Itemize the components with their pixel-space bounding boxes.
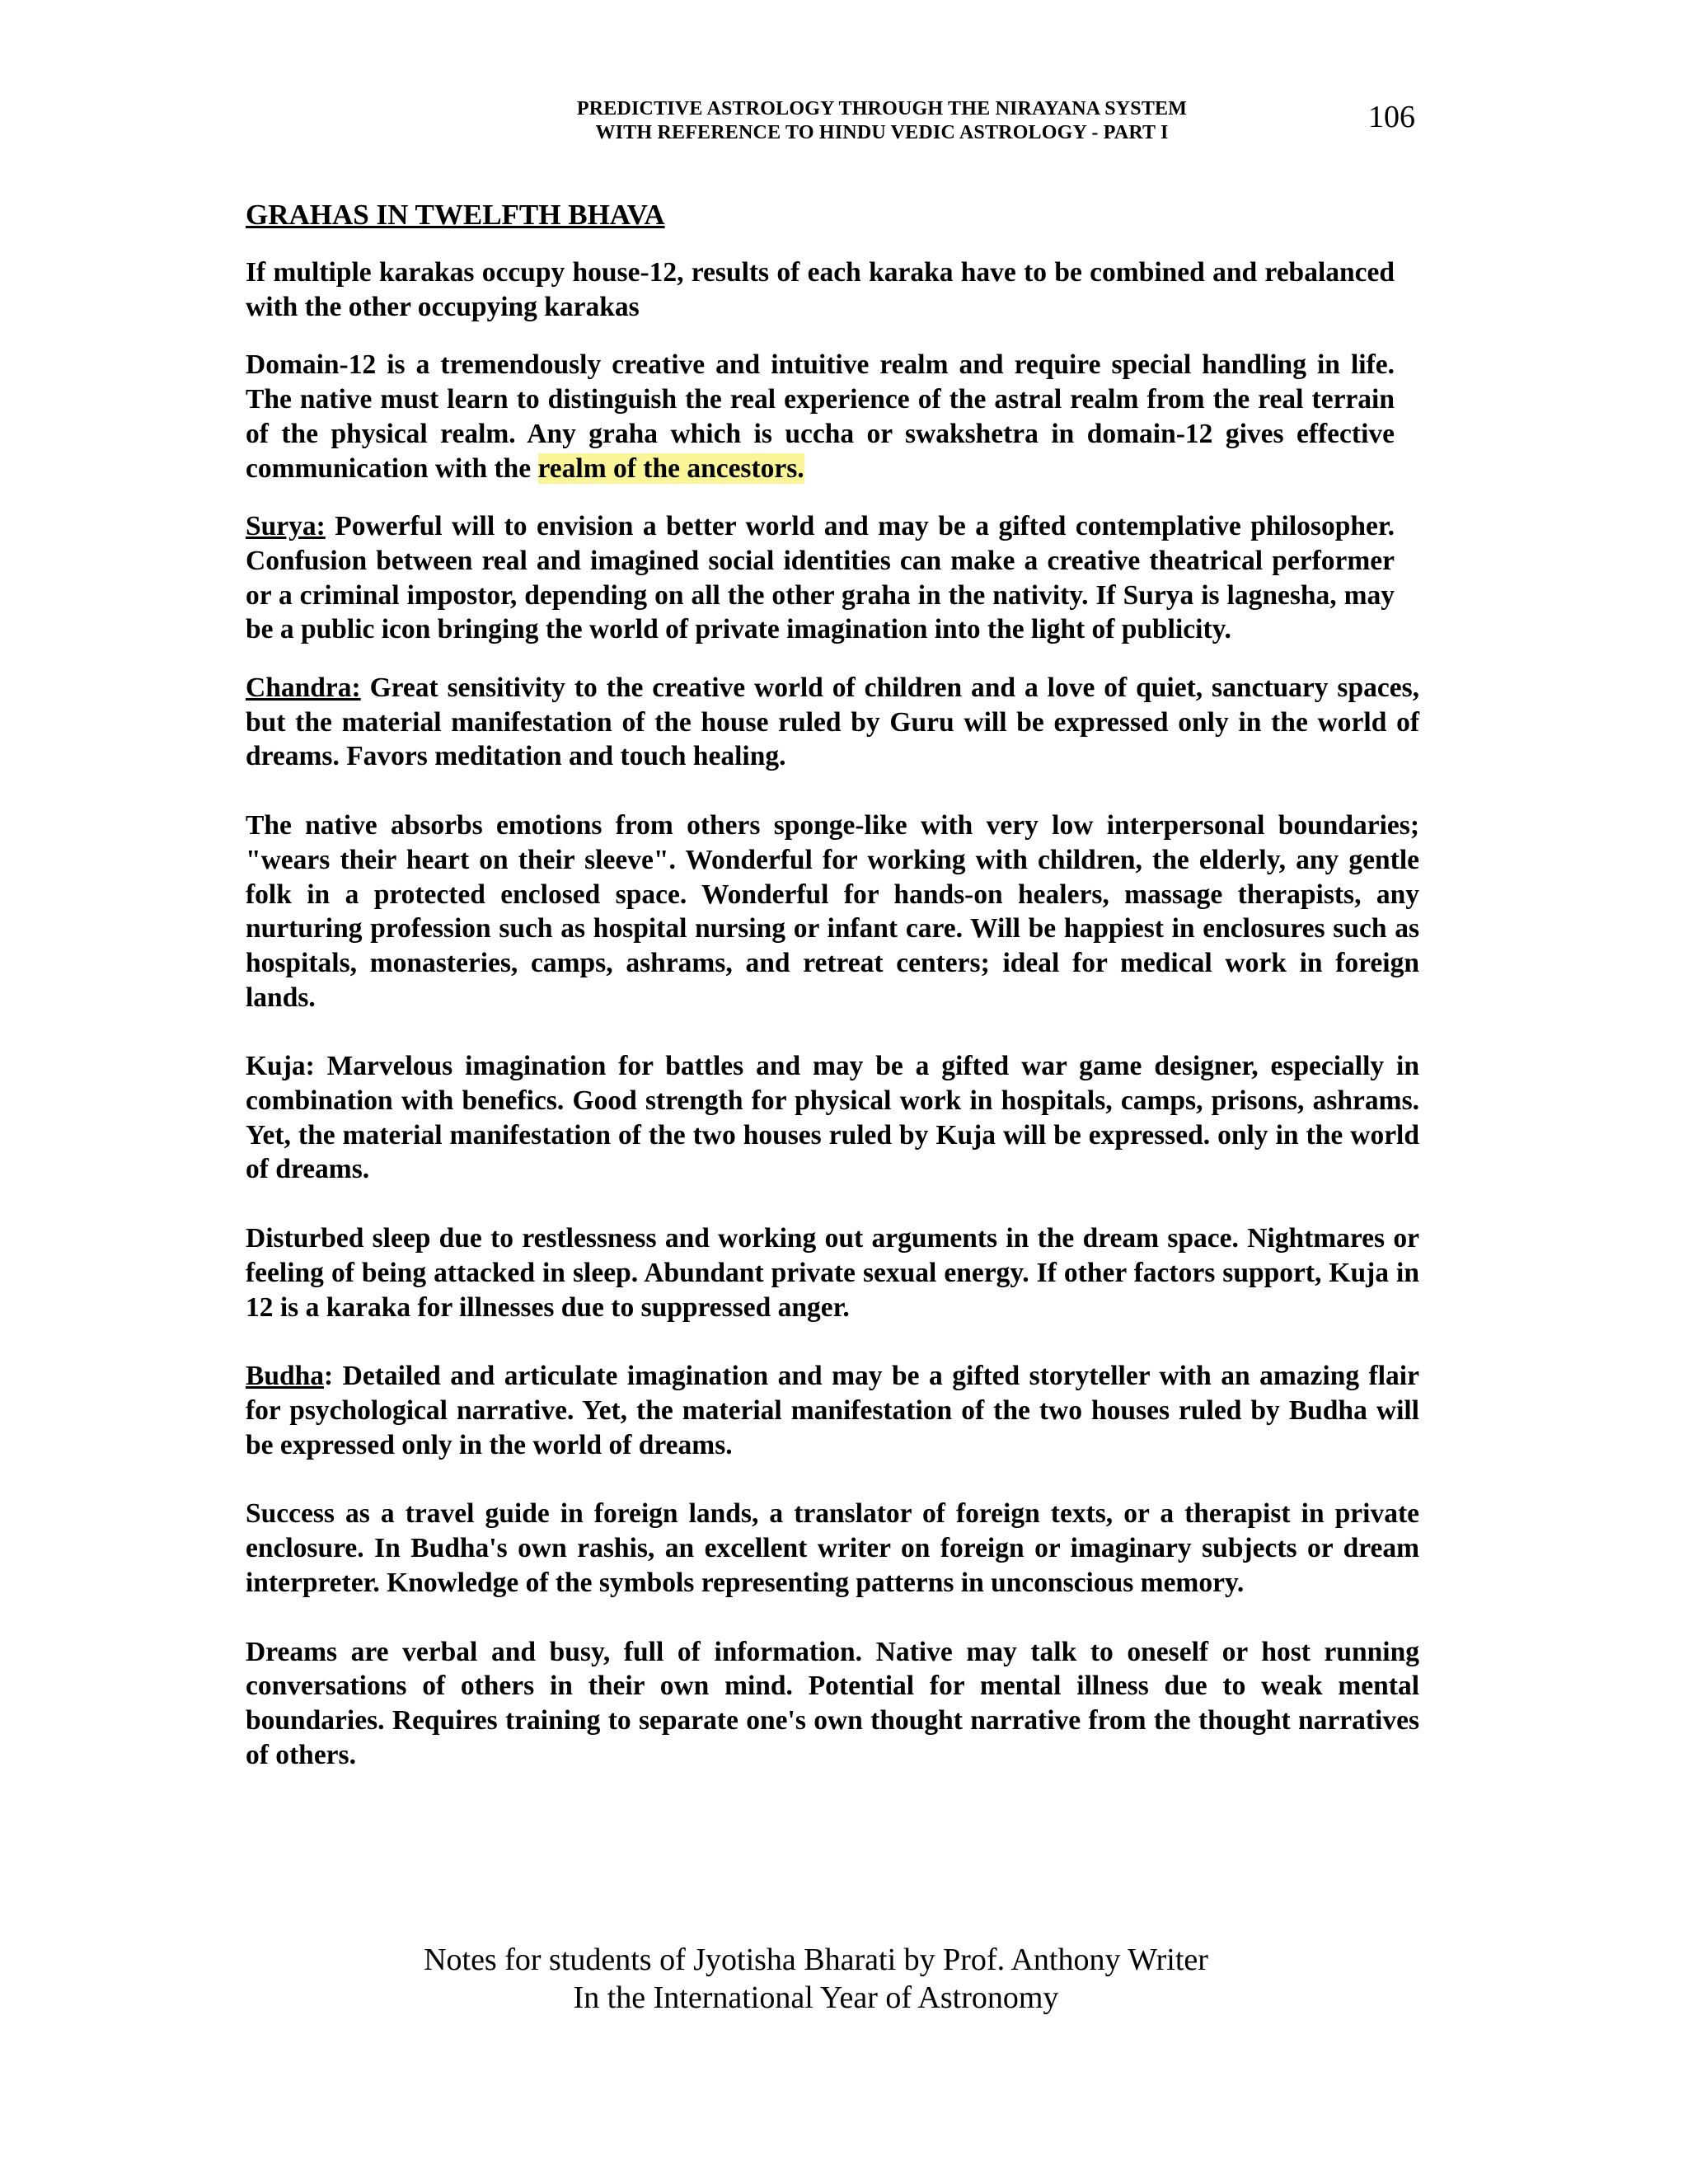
chandra-paragraph-2: The native absorbs emotions from others sponge-like with very low interpersonal boundaries; "wears their heart on their sleeve". Wonderful for working with children, the elderly, any gentle folk in a protected enclosed space. Wonderful for hands-on healers, massage therapists, any nurturing profession such as hospital nursing or infant care. Will be happiest in enclosures such as hospitals, monasteries, camps, ashrams, and retreat centers; ideal for medical work in foreign lands. (246, 810, 1419, 1013)
budha-paragraph-3: Dreams are verbal and busy, full of information. Native may talk to oneself or host running conversations of others in their own mind. Potential for mental illness due to weak mental boundaries. Requires training to separate one's own thought narrative from the thought narratives of others. (246, 1636, 1419, 1770)
budha-label: Budha (246, 1361, 324, 1392)
header-line-2: WITH REFERENCE TO HINDU VEDIC ASTROLOGY - PART I (595, 122, 1169, 143)
surya-paragraph (246, 509, 1395, 647)
kuja-paragraph-2: Disturbed sleep due to restlessness and working out arguments in the dream space. Nightmares or feeling of being attacked in sleep. Abundant private sexual energy. If other factors support, Kuja in 12 is a karaka for illnesses due to suppressed anger. (246, 1223, 1419, 1323)
domain-paragraph (246, 348, 1395, 485)
chandra-label: Chandra: (246, 673, 361, 704)
highlighted-text: realm of the ancestors. (537, 452, 804, 484)
budha-paragraph (246, 1359, 1419, 1462)
chandra-paragraph (246, 671, 1419, 774)
page-footer (247, 1941, 1385, 2017)
section-title: GRAHAS IN TWELFTH BHAVA (246, 199, 665, 231)
surya-text: Powerful will to envision a better world and may be a gifted contemplative philosopher. Confusion between real and imagined social identities can make a creative theatrical performer or a criminal impostor, depending on all the other graha in the nativity. If Surya is lagnesha, may be a public icon bringing the world of private imagination into the light of publicity. (246, 511, 1395, 645)
header-line-1: PREDICTIVE ASTROLOGY THROUGH THE NIRAYANA SYSTEM (576, 98, 1188, 120)
page-body (246, 198, 1419, 1772)
footer-line-2: In the International Year of Astronomy (573, 1980, 1059, 2015)
footer-line-1: Notes for students of Jyotisha Bharati by Prof. Anthony Writer (424, 1943, 1208, 1977)
budha-text: : Detailed and articulate imagination and may be a gifted storyteller with an amazing flair for psychological narrative. Yet, the material manifestation of the two houses ruled by Budha will be expressed only in the world of dreams. (246, 1361, 1419, 1460)
chandra-text: Great sensitivity to the creative world of children and a love of quiet, sanctuary spaces, but the material manifestation of the house ruled by Guru will be expressed only in the world of dreams. Favors meditation and touch healing. (246, 673, 1419, 772)
kuja-paragraph: Kuja: Marvelous imagination for battles and may be a gifted war game designer, especially in combination with benefics. Good strength for physical work in hospitals, camps, prisons, ashrams. Yet, the material manifestation of the two houses ruled by Kuja will be expressed. only in the world of dreams. (246, 1051, 1419, 1185)
surya-label: Surya: (246, 511, 326, 542)
intro-paragraph: If multiple karakas occupy house-12, results of each karaka have to be combined and rebalanced with the other occupying karakas (246, 257, 1395, 322)
budha-paragraph-2: Success as a travel guide in foreign lands, a translator of foreign texts, or a therapist in private enclosure. In Budha's own rashis, an excellent writer on foreign or imaginary subjects or dream interpreter. Knowledge of the symbols representing patterns in unconscious memory. (246, 1498, 1419, 1598)
running-header (346, 97, 1418, 145)
domain-text: Domain-12 is a tremendously creative and intuitive realm and require special handling in life. The native must learn to distinguish the real experience of the astral realm from the real terrain of the physical realm. Any graha which is uccha or swakshetra in domain-12 gives effective communication with the (246, 349, 1395, 484)
page-number: 106 (1368, 100, 1415, 134)
